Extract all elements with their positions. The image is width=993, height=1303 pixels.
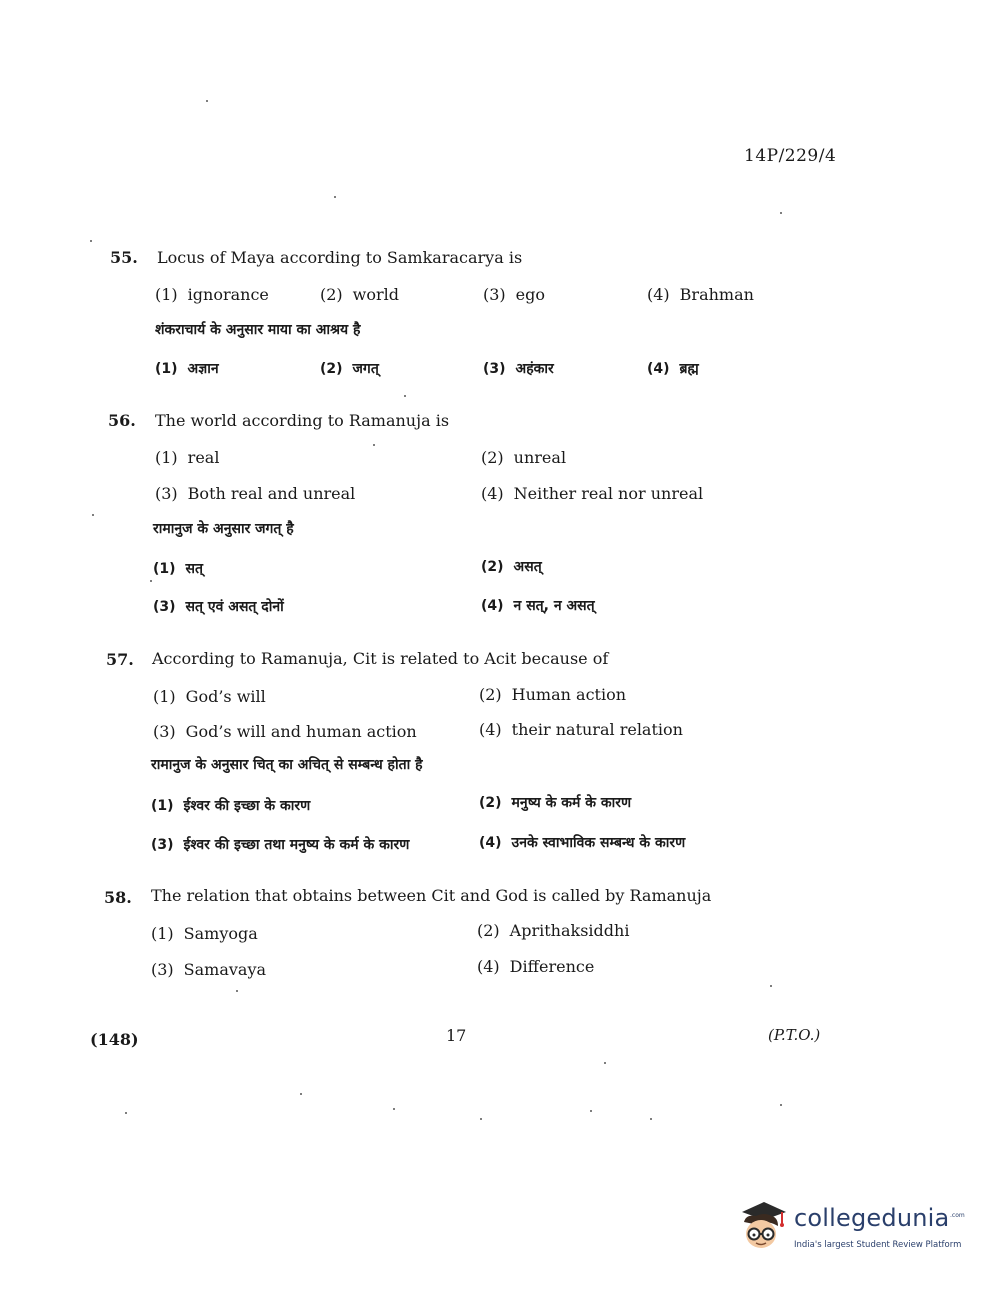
question-text: According to Ramanuja, Cit is related to Acit because of bbox=[152, 649, 609, 668]
scan-speck bbox=[770, 985, 772, 987]
option-2-hindi: (2) जगत् bbox=[320, 361, 379, 377]
option-1: (1) God’s will bbox=[153, 687, 266, 706]
scan-speck bbox=[780, 1104, 782, 1106]
option-1-hindi: (1) ईश्वर की इच्छा के कारण bbox=[151, 798, 311, 814]
option-1: (1) real bbox=[155, 448, 220, 467]
question-text: The relation that obtains between Cit and God is called by Ramanuja bbox=[151, 886, 712, 905]
option-1: (1) ignorance bbox=[155, 285, 269, 304]
option-2: (2) world bbox=[320, 285, 400, 304]
scan-speck bbox=[334, 196, 336, 198]
option-4-hindi: (4) न सत्, न असत् bbox=[481, 598, 595, 614]
option-3: (3) God’s will and human action bbox=[153, 722, 417, 741]
question-number: 56. bbox=[108, 411, 136, 430]
scan-speck bbox=[393, 1108, 395, 1110]
scan-speck bbox=[125, 1112, 127, 1114]
option-3-hindi: (3) अहंकार bbox=[483, 361, 554, 377]
page-number: 17 bbox=[446, 1026, 467, 1045]
brand-tagline: India's largest Student Review Platform bbox=[794, 1240, 962, 1250]
question-text-hindi: रामानुज के अनुसार जगत् है bbox=[153, 521, 294, 537]
scan-speck bbox=[650, 1118, 652, 1120]
brand-tld: .com bbox=[950, 1212, 965, 1219]
scan-speck bbox=[206, 100, 208, 102]
option-2: (2) Aprithaksiddhi bbox=[477, 921, 630, 940]
option-4-hindi: (4) उनके स्वाभाविक सम्बन्ध के कारण bbox=[479, 835, 686, 851]
scan-speck bbox=[780, 212, 782, 214]
option-3-hindi: (3) ईश्वर की इच्छा तथा मनुष्य के कर्म के कारण bbox=[151, 837, 410, 853]
option-2: (2) unreal bbox=[481, 448, 567, 467]
option-4: (4) Difference bbox=[477, 957, 595, 976]
brand-name: collegedunia bbox=[794, 1204, 950, 1232]
option-4: (4) Neither real nor unreal bbox=[481, 484, 704, 503]
question-text: Locus of Maya according to Samkaracarya is bbox=[157, 248, 523, 267]
graduate-mascot-icon bbox=[734, 1198, 792, 1256]
scan-speck bbox=[590, 1110, 592, 1112]
scan-speck bbox=[90, 240, 92, 242]
scan-speck bbox=[236, 990, 238, 992]
question-number: 55. bbox=[110, 248, 138, 267]
option-3: (3) Both real and unreal bbox=[155, 484, 356, 503]
scan-speck bbox=[604, 1062, 606, 1064]
option-2: (2) Human action bbox=[479, 685, 627, 704]
question-text-hindi: शंकराचार्य के अनुसार माया का आश्रय है bbox=[155, 322, 361, 338]
booklet-code: (148) bbox=[90, 1030, 139, 1049]
option-1-hindi: (1) सत् bbox=[153, 561, 203, 577]
option-3: (3) Samavaya bbox=[151, 960, 267, 979]
collegedunia-watermark bbox=[734, 1198, 964, 1258]
page-code: 14P/229/4 bbox=[744, 146, 837, 166]
option-4: (4) their natural relation bbox=[479, 720, 683, 739]
question-text-hindi: रामानुज के अनुसार चित् का अचित् से सम्बन्ध होता है bbox=[151, 757, 423, 773]
scan-speck bbox=[373, 444, 375, 446]
option-4-hindi: (4) ब्रह्म bbox=[647, 361, 699, 377]
option-1-hindi: (1) अज्ञान bbox=[155, 361, 219, 377]
question-number: 58. bbox=[104, 888, 132, 907]
question-text: The world according to Ramanuja is bbox=[155, 411, 450, 430]
scan-speck bbox=[480, 1118, 482, 1120]
option-2-hindi: (2) मनुष्य के कर्म के कारण bbox=[479, 795, 632, 811]
scan-speck bbox=[404, 395, 406, 397]
option-3-hindi: (3) सत् एवं असत् दोनों bbox=[153, 599, 284, 615]
question-number: 57. bbox=[106, 650, 134, 669]
option-4: (4) Brahman bbox=[647, 285, 754, 304]
scan-speck bbox=[92, 514, 94, 516]
scan-speck bbox=[150, 580, 152, 582]
option-1: (1) Samyoga bbox=[151, 924, 258, 943]
scan-speck bbox=[300, 1093, 302, 1095]
option-2-hindi: (2) असत् bbox=[481, 559, 542, 575]
please-turn-over: (P.T.O.) bbox=[768, 1026, 821, 1044]
option-3: (3) ego bbox=[483, 285, 546, 304]
